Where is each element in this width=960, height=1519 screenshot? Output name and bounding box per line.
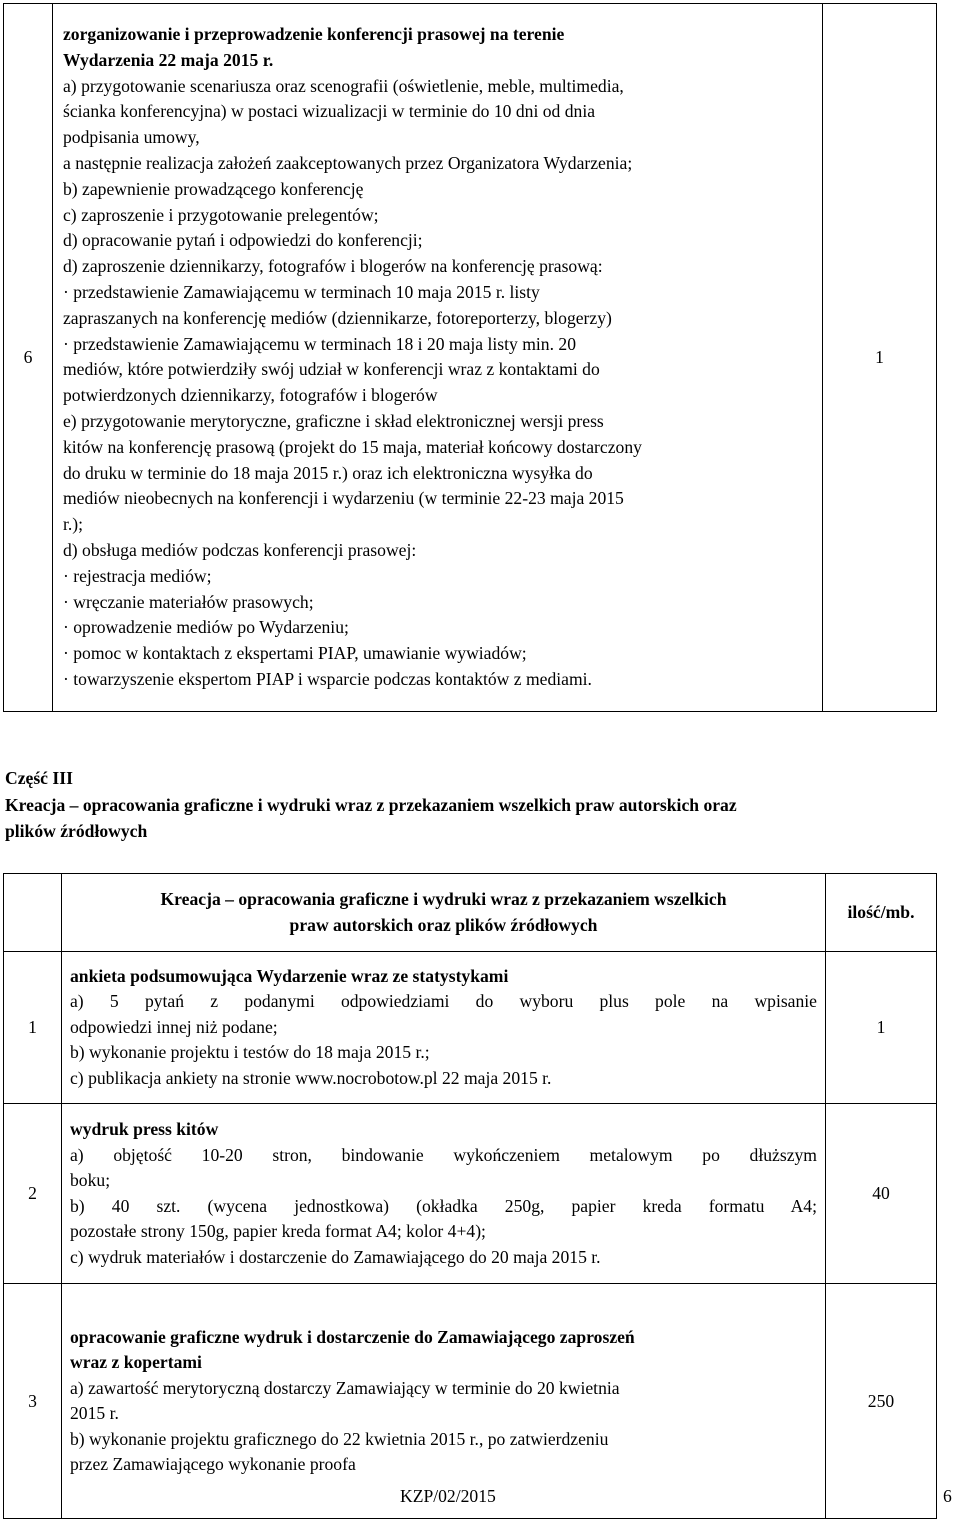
- row-quantity: 40: [826, 1104, 937, 1284]
- requirements-table-part2: [3, 3, 937, 712]
- description-line: a) zawartość merytoryczną dostarczy Zamawiający w terminie do 20 kwietnia: [70, 1377, 620, 1398]
- description-line: · przedstawienie Zamawiającemu w terminach 18 i 20 maja listy min. 20: [63, 333, 576, 354]
- description-line: b) 40 szt. (wycena jednostkowa) (okładka 250g, papier kreda formatu A4;: [70, 1195, 817, 1216]
- description-line: opracowanie graficzne wydruk i dostarczenie do Zamawiającego zaproszeń: [70, 1326, 635, 1347]
- section-subtitle-line1: Kreacja – opracowania graficzne i wydruki wraz z przekazaniem wszelkich praw autorskich oraz: [5, 795, 737, 815]
- row-number: 6: [4, 4, 53, 712]
- description-line: b) wykonanie projektu graficznego do 22 kwietnia 2015 r., po zatwierdzeniu: [70, 1428, 609, 1449]
- description-line: a) objętość 10-20 stron, bindowanie wykończeniem metalowym po dłuższym: [70, 1144, 817, 1165]
- description-line: 2015 r.: [70, 1403, 119, 1423]
- description-line: b) zapewnienie prowadzącego konferencję: [63, 178, 364, 199]
- description-line: e) przygotowanie merytoryczne, graficzne i skład elektronicznej wersji press: [63, 410, 604, 431]
- description-line: c) publikacja ankiety na stronie www.nocrobotow.pl 22 maja 2015 r.: [70, 1067, 552, 1088]
- description-line: zorganizowanie i przeprowadzenie konferencji prasowej na terenie: [63, 24, 565, 44]
- page-number: 6: [943, 1486, 952, 1506]
- description-line: mediów, które potwierdziły swój udział w konferencji wraz z kontaktami do: [63, 359, 600, 380]
- description-line: c) wydruk materiałów i dostarczenie do Zamawiającego do 20 maja 2015 r.: [70, 1246, 601, 1267]
- description-line: Wydarzenia 22 maja 2015 r.: [63, 49, 274, 70]
- header-num-cell: [4, 874, 62, 952]
- description-line: kitów na konferencję prasową (projekt do 15 maja, materiał końcowy dostarczony: [63, 436, 642, 457]
- table-row: [4, 952, 937, 1104]
- description-line: · przedstawienie Zamawiającemu w terminach 10 maja 2015 r. listy: [63, 281, 540, 302]
- description-line: wydruk press kitów: [70, 1119, 219, 1139]
- document-id: KZP/02/2015: [400, 1486, 496, 1506]
- row-number: 3: [4, 1284, 62, 1519]
- table-body: [4, 952, 937, 1519]
- description-line: d) obsługa mediów podczas konferencji prasowej:: [63, 539, 417, 560]
- header-description-line2: praw autorskich oraz plików źródłowych: [289, 914, 598, 935]
- description-line: · rejestracja mediów;: [63, 565, 212, 586]
- description-line: r.);: [63, 514, 84, 535]
- description-line: · wręczanie materiałów prasowych;: [63, 591, 314, 612]
- description-line: · oprowadzenie mediów po Wydarzeniu;: [63, 617, 349, 638]
- description-line: podpisania umowy,: [63, 127, 200, 148]
- row-quantity: 250: [826, 1284, 937, 1519]
- table-row: [4, 4, 937, 712]
- section-subtitle-line2: plików źródłowych: [5, 821, 148, 841]
- header-quantity: ilość/mb.: [826, 874, 937, 952]
- row-number: 1: [4, 952, 62, 1104]
- description-line: b) wykonanie projektu i testów do 18 maja 2015 r.;: [70, 1042, 430, 1063]
- description-line: · pomoc w kontaktach z ekspertami PIAP, umawianie wywiadów;: [63, 643, 527, 664]
- section-heading: Część III: [5, 768, 73, 788]
- description-line: a) przygotowanie scenariusza oraz scenografii (oświetlenie, meble, multimedia,: [63, 75, 624, 96]
- description-line: d) zaproszenie dziennikarzy, fotografów i blogerów na konferencję prasową:: [63, 256, 603, 277]
- description-line: ankieta podsumowująca Wydarzenie wraz ze statystykami: [70, 965, 509, 986]
- description-line: przez Zamawiającego wykonanie proofa: [70, 1454, 356, 1474]
- description-line: do druku w terminie do 18 maja 2015 r.) oraz ich elektroniczna wysyłka do: [63, 462, 593, 483]
- description-line: wraz z kopertami: [70, 1352, 202, 1372]
- table-header-row: [4, 874, 937, 952]
- description-line: potwierdzonych dziennikarzy, fotografów i blogerów: [63, 385, 438, 406]
- description-line: pozostałe strony 150g, papier kreda format A4; kolor 4+4);: [70, 1221, 486, 1241]
- row-description: [53, 4, 823, 712]
- header-description: [62, 874, 826, 952]
- row-number: 2: [4, 1104, 62, 1284]
- description-line: mediów nieobecnych na konferencji i wydarzeniu (w terminie 22-23 maja 2015: [63, 488, 624, 509]
- description-line: odpowiedzi innej niż podane;: [70, 1016, 278, 1037]
- description-line: boku;: [70, 1170, 111, 1190]
- description-line: zapraszanych na konferencję mediów (dziennikarze, fotoreporterzy, blogerzy): [63, 307, 612, 328]
- creative-table: [3, 873, 937, 1519]
- row-description: [62, 1284, 826, 1519]
- header-description-line1: Kreacja – opracowania graficzne i wydruki wraz z przekazaniem wszelkich: [160, 889, 727, 909]
- description-line: d) opracowanie pytań i odpowiedzi do konferencji;: [63, 230, 423, 251]
- row-quantity: 1: [826, 952, 937, 1104]
- table-row: [4, 1104, 937, 1284]
- row-quantity: 1: [823, 4, 937, 712]
- row-description: [62, 1104, 826, 1284]
- table-row: [4, 1284, 937, 1519]
- description-line: c) zaproszenie i przygotowanie prelegentów;: [63, 204, 379, 225]
- row-description: [62, 952, 826, 1104]
- description-line: a) 5 pytań z podanymi odpowiedziami do wyboru plus pole na wpisanie: [70, 991, 817, 1012]
- description-line: a następnie realizacja założeń zaakceptowanych przez Organizatora Wydarzenia;: [63, 152, 633, 173]
- description-line: ścianka konferencyjna) w postaci wizualizacji w terminie do 10 dni od dnia: [63, 101, 596, 122]
- description-lines: [63, 22, 822, 693]
- description-line: · towarzyszenie ekspertom PIAP i wsparcie podczas kontaktów z mediami.: [63, 668, 592, 689]
